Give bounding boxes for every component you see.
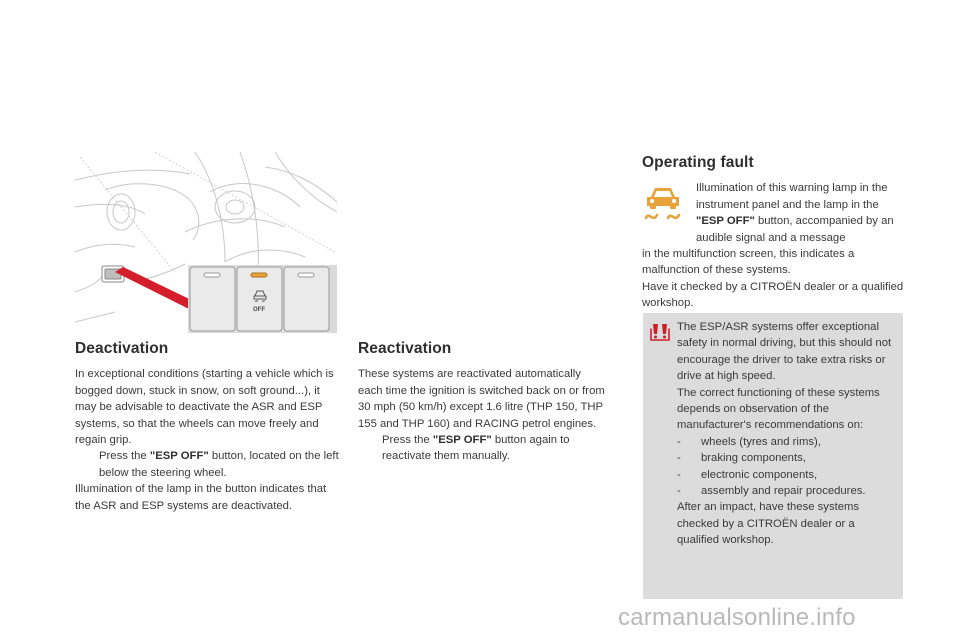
list-dash: - [677,485,681,498]
reactivation-step [358,432,608,465]
esp-off-label: OFF [253,307,265,313]
safety-notice-box [643,313,903,599]
notice-intro: The ESP/ASR systems offer exceptional safety in normal driving, but this should not encourage the driver to take extra risks or drive at high speed. [677,321,892,383]
reactivation-title: Reactivation [358,340,452,357]
step-text-start: Press the [99,450,150,463]
fault-continuation: in the multifunction screen, this indicates a malfunction of these systems. [642,248,855,277]
notice-list-item [677,450,897,466]
notice-item-text: assembly and repair procedures. [701,485,866,498]
fault-text-start: Illumination of this warning lamp in the instrument panel and the lamp in the [696,182,888,211]
list-dash: - [677,468,681,481]
fault-description [696,180,901,246]
fault-dealer-advice: Have it checked by a CITROËN dealer or a qualified workshop. [642,280,904,310]
notice-item-text: wheels (tyres and rims), [701,435,821,448]
notice-item-text: braking components, [701,452,806,465]
esp-warning-lamp-icon [642,184,684,224]
watermark: carmanualsonline.info [618,604,856,631]
reactivation-intro: These systems are reactivated automatically each time the ignition is switched back on or from 30 mph (50 km/h) except 1.6 litre (THP 150, THP 155 and THP 160) and RACING petrol engines. [358,368,605,430]
step-text-end: button again to reactivate them manually. [382,434,570,463]
deactivation-intro: In exceptional conditions (starting a vehicle which is bogged down, stuck in snow, on soft ground...), it may be advisable to deactivate the ASR and ESP systems, so that the wheels can move freely and regain grip. [75,368,334,447]
operating-fault-title: Operating fault [642,154,754,171]
notice-text [677,319,897,549]
step-text-start: Press the [382,434,433,447]
operating-fault-section [642,155,904,312]
fault-text-end: button, accompanied by an audible signal and a message [696,215,894,244]
deactivation-title: Deactivation [75,340,169,357]
notice-list-item [677,434,897,450]
deactivation-section [75,341,341,514]
notice-item-text: electronic components, [701,468,818,481]
notice-outro: After an impact, have these systems checked by a CITROËN dealer or a qualified workshop. [677,501,860,547]
alert-exclamation-icon [649,321,671,343]
esp-off-button-ref: "ESP OFF" [696,215,755,228]
notice-list-item [677,467,897,483]
notice-list-item [677,483,897,499]
fault-warning-row [642,180,904,246]
list-dash: - [677,435,681,448]
deactivation-indicator-text: Illumination of the lamp in the button indicates that the ASR and ESP systems are deactivated. [75,483,327,512]
esp-off-button-ref: "ESP OFF" [432,434,492,447]
deactivation-step [75,448,341,481]
esp-off-illustration [75,152,337,333]
esp-off-button-ref: "ESP OFF" [149,450,209,463]
reactivation-section [358,341,608,465]
notice-lead: The correct functioning of these systems depends on observation of the manufacturer's recommendations on: [677,386,880,432]
list-dash: - [677,452,681,465]
step-text-end: button, located on the left below the steering wheel. [99,450,339,479]
